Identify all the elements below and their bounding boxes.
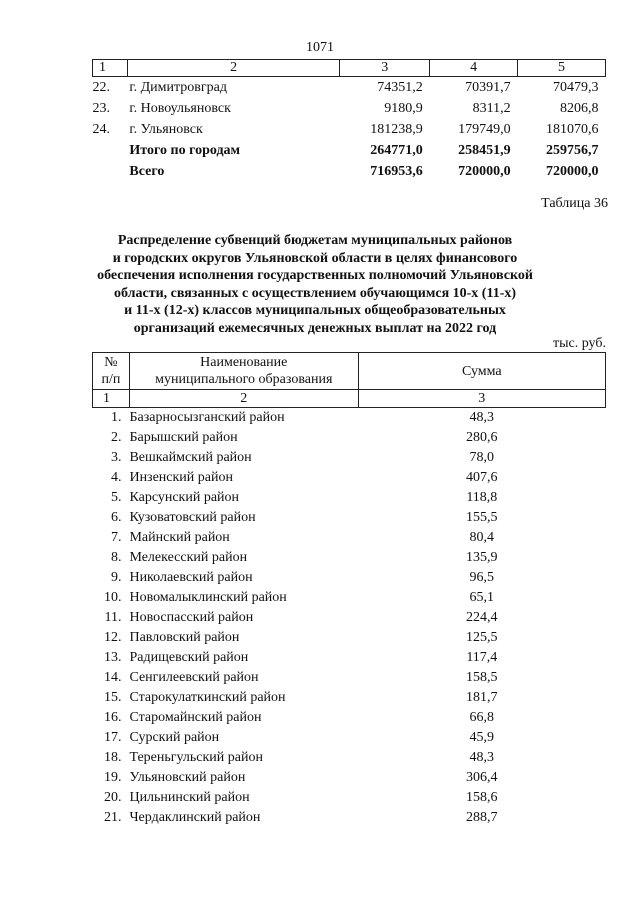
column-number: 2: [129, 390, 358, 408]
value-cell: 181238,9: [370, 122, 423, 137]
sum-value: 135,9: [466, 550, 498, 565]
value-cell: 720000,0: [458, 164, 511, 179]
municipality-name: Базарносызганский район: [129, 410, 285, 425]
sum-value: 48,3: [469, 750, 495, 765]
table-row: [93, 648, 606, 668]
value-cell: 181070,6: [546, 122, 599, 137]
column-numbering-row: [93, 390, 606, 408]
row-number: 18.: [103, 750, 122, 765]
table-row: [93, 408, 606, 429]
municipality-name: Павловский район: [129, 630, 240, 645]
sum-value: 280,6: [466, 430, 498, 445]
table-row: [93, 748, 606, 768]
value-cell: 179749,0: [458, 122, 511, 137]
value-cell: 9180,9: [384, 101, 423, 116]
row-number: 15.: [103, 690, 122, 705]
title-line: организаций ежемесячных денежных выплат на 2022 год: [133, 320, 497, 336]
row-number: 13.: [103, 650, 122, 665]
table-row: [93, 808, 606, 828]
column-number: 2: [127, 60, 339, 77]
table-row: [93, 608, 606, 628]
table-row: [93, 728, 606, 748]
sum-value: 158,6: [466, 790, 498, 805]
row-number: 17.: [103, 730, 122, 745]
table-row: [93, 98, 606, 119]
value-cell: 74351,2: [377, 80, 423, 95]
sum-value: 80,4: [469, 530, 495, 545]
total-row: [93, 161, 606, 182]
row-number: 5.: [110, 490, 122, 505]
value-cell: 720000,0: [546, 164, 599, 179]
row-number: 14.: [103, 670, 122, 685]
municipality-name: Сурский район: [129, 730, 220, 745]
page-number: 1071: [306, 40, 334, 55]
municipality-name: Радищевский район: [129, 650, 249, 665]
municipality-name: Николаевский район: [129, 570, 253, 585]
row-number: 11.: [104, 610, 122, 625]
row-number: 24.: [92, 122, 110, 137]
municipality-name: Тереньгульский район: [129, 750, 263, 765]
row-number: 2.: [110, 430, 122, 445]
value-cell: 258451,9: [458, 143, 511, 158]
table-row: [93, 508, 606, 528]
row-number: 23.: [92, 101, 110, 116]
municipality-name: Старомайнский район: [129, 710, 262, 725]
sum-value: 306,4: [466, 770, 498, 785]
row-number: 7.: [110, 530, 122, 545]
sum-value: 125,5: [466, 630, 498, 645]
value-cell: 8206,8: [560, 101, 599, 116]
column-number: 3: [340, 60, 430, 77]
municipality-name: Сенгилеевский район: [129, 670, 259, 685]
sum-value: 96,5: [469, 570, 495, 585]
table-row: [93, 448, 606, 468]
table-row: [93, 788, 606, 808]
table-row: [93, 548, 606, 568]
table-row: [93, 428, 606, 448]
table-row: [93, 568, 606, 588]
title-line: и 11-х (12-х) классов муниципальных общеобразовательных: [124, 303, 506, 319]
municipality-name: Барышский район: [129, 430, 238, 445]
row-number: 19.: [103, 770, 122, 785]
value-cell: 264771,0: [370, 143, 423, 158]
column-number: 1: [93, 390, 130, 408]
table-label: Таблица 36: [541, 196, 608, 211]
table-row: [93, 768, 606, 788]
table-row: [93, 588, 606, 608]
table-title: [95, 232, 535, 338]
sum-value: 118,8: [466, 490, 498, 505]
value-cell: 8311,2: [472, 101, 511, 116]
sum-value: 288,7: [466, 810, 498, 825]
municipality-name: Новоспасский район: [129, 610, 254, 625]
sum-value: 224,4: [466, 610, 498, 625]
header-name: Наименование муниципального образования: [129, 353, 358, 390]
municipality-name: г. Димитровград: [129, 80, 227, 95]
row-number: 4.: [110, 470, 122, 485]
table-row: [93, 708, 606, 728]
municipality-name: Майнский район: [129, 530, 230, 545]
subtotal-label: Итого по городам: [129, 143, 241, 158]
sum-value: 155,5: [466, 510, 498, 525]
header-number: № п/п: [93, 353, 130, 390]
sum-value: 407,6: [466, 470, 498, 485]
municipality-name: Ульяновский район: [129, 770, 246, 785]
sum-value: 48,3: [469, 410, 495, 425]
municipality-name: Карсунский район: [129, 490, 240, 505]
row-number: 16.: [103, 710, 122, 725]
title-line: области, связанных с осуществлением обучающимся 10-х (11-х): [113, 285, 517, 301]
municipality-name: г. Новоульяновск: [129, 101, 231, 116]
column-number: 4: [430, 60, 518, 77]
column-number: 1: [93, 60, 128, 77]
value-cell: 70479,3: [553, 80, 599, 95]
municipality-name: Мелекесский район: [129, 550, 248, 565]
title-line: Распределение субвенций бюджетам муниципальных районов: [117, 233, 513, 248]
table-header-row: [93, 353, 606, 390]
value-cell: 716953,6: [370, 164, 423, 179]
table-continuation: [92, 59, 606, 182]
row-number: 6.: [110, 510, 122, 525]
column-number: 3: [358, 390, 605, 408]
value-cell: 259756,7: [546, 143, 599, 158]
sum-value: 66,8: [469, 710, 495, 725]
municipality-name: Новомалыклинский район: [129, 590, 287, 605]
sum-value: 78,0: [469, 450, 495, 465]
subvention-table: [92, 352, 606, 828]
row-number: 12.: [103, 630, 122, 645]
table-row: [93, 119, 606, 140]
municipality-name: Цильнинский район: [129, 790, 250, 805]
row-number: 1.: [110, 410, 122, 425]
sum-value: 158,5: [466, 670, 498, 685]
row-number: 20.: [103, 790, 122, 805]
title-line: и городских округов Ульяновской области в целях финансового: [112, 250, 518, 266]
municipality-name: Вешкаймский район: [129, 450, 252, 465]
row-number: 8.: [110, 550, 122, 565]
row-number: 10.: [103, 590, 122, 605]
table-row: [93, 528, 606, 548]
units-label: тыс. руб.: [553, 336, 606, 351]
row-number: 3.: [110, 450, 122, 465]
row-number: 9.: [110, 570, 122, 585]
sum-value: 181,7: [466, 690, 498, 705]
sum-value: 117,4: [466, 650, 498, 665]
table-row: [93, 488, 606, 508]
column-numbering-row: [93, 60, 606, 77]
row-number: 21.: [103, 810, 122, 825]
column-number: 5: [518, 60, 606, 77]
municipality-name: Чердаклинский район: [129, 810, 261, 825]
table-row: [93, 628, 606, 648]
municipality-name: г. Ульяновск: [129, 122, 203, 137]
subtotal-row: [93, 140, 606, 161]
table-row: [93, 668, 606, 688]
municipality-name: Инзенский район: [129, 470, 233, 485]
total-label: Всего: [129, 164, 165, 179]
value-cell: 70391,7: [465, 80, 511, 95]
row-number: 22.: [92, 80, 110, 95]
table-row: [93, 468, 606, 488]
sum-value: 45,9: [469, 730, 495, 745]
title-line: обеспечения исполнения государственных полномочий Ульяновской: [97, 268, 533, 284]
municipality-name: Кузоватовский район: [129, 510, 256, 525]
table-row: [93, 77, 606, 99]
header-sum: Сумма: [358, 353, 605, 390]
municipality-name: Старокулаткинский район: [129, 690, 286, 705]
sum-value: 65,1: [469, 590, 495, 605]
table-row: [93, 688, 606, 708]
